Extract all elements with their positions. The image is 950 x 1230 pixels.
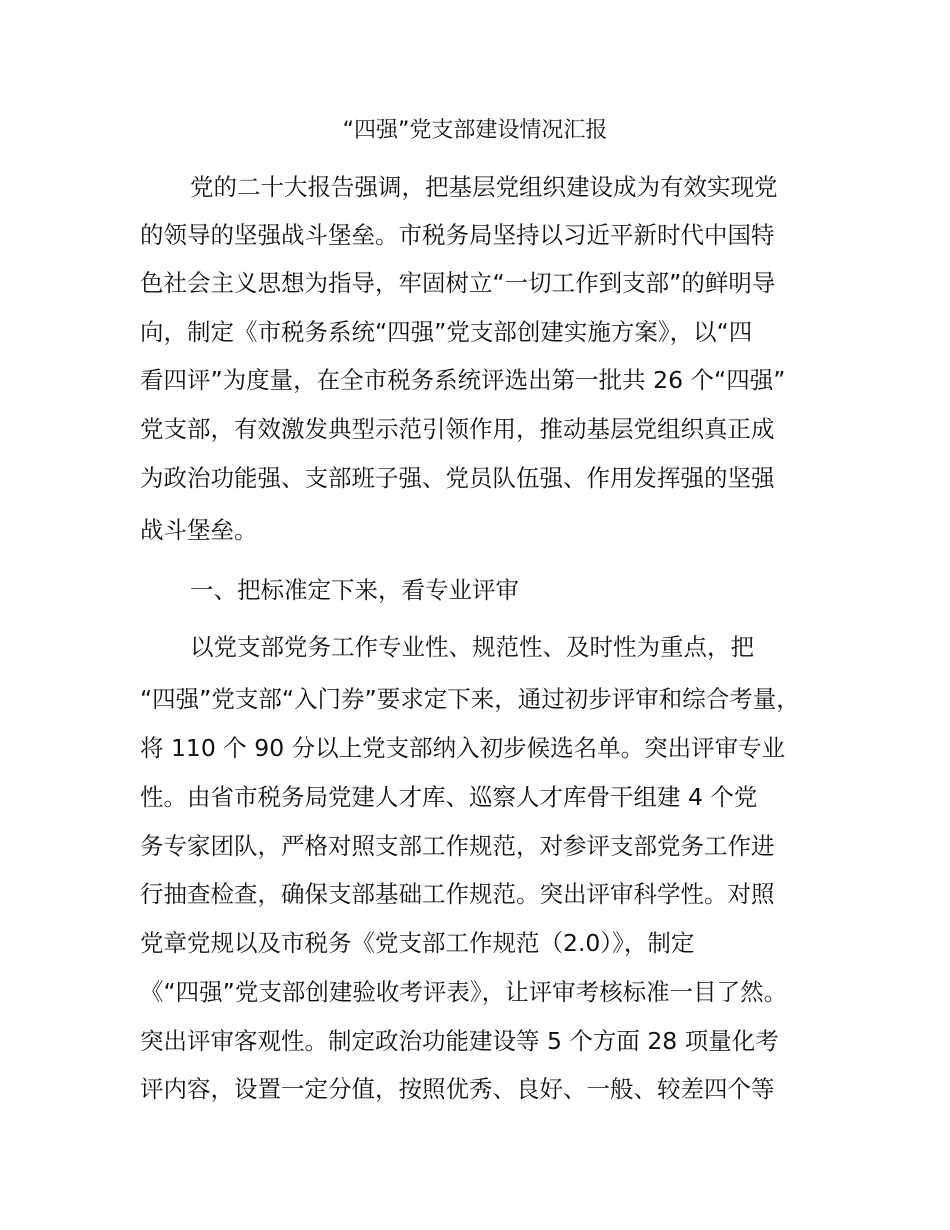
paragraph-1-line-1: 党的二十大报告强调，把基层党组织建设成为有效实现党 <box>190 173 778 201</box>
section-heading-1: 一、把标准定下来，看专业评审 <box>190 576 519 604</box>
paragraph-1-line-6: 党支部，有效激发典型示范引领作用，推动基层党组织真正成 <box>140 415 775 443</box>
paragraph-1-line-7: 为政治功能强、支部班子强、党员队伍强、作用发挥强的坚强 <box>140 464 775 492</box>
paragraph-2-line-6: 行抽查检查，确保支部基础工作规范。突出评审科学性。对照 <box>140 880 775 908</box>
paragraph-2-line-5: 务专家团队，严格对照支部工作规范，对参评支部党务工作进 <box>140 832 775 860</box>
paragraph-1-line-5: 看四评”为度量，在全市税务系统评选出第一批共 26 个“四强” <box>140 366 786 394</box>
paragraph-1-line-8: 战斗堡垒。 <box>140 516 258 544</box>
paragraph-2-line-4: 性。由省市税务局党建人才库、巡察人才库骨干组建 4 个党 <box>140 783 758 811</box>
paragraph-2-line-1: 以党支部党务工作专业性、规范性、及时性为重点，把 <box>190 633 754 661</box>
paragraph-1-line-3: 色社会主义思想为指导，牢固树立“一切工作到支部”的鲜明导 <box>140 269 776 297</box>
paragraph-1-line-2: 的领导的坚强战斗堡垒。市税务局坚持以习近平新时代中国特 <box>140 221 775 249</box>
paragraph-2-line-9: 突出评审客观性。制定政治功能建设等 5 个方面 28 项量化考 <box>140 1027 779 1055</box>
paragraph-1-line-4: 向，制定《市税务系统“四强”党支部创建实施方案》，以“四 <box>140 318 753 346</box>
paragraph-2-line-8: 《“四强”党支部创建验收考评表》，让评审考核标准一目了然。 <box>140 978 788 1006</box>
paragraph-2-line-7: 党章党规以及市税务《党支部工作规范（2.0）》，制定 <box>140 929 695 957</box>
paragraph-2-line-3: 将 110 个 90 分以上党支部纳入初步候选名单。突出评审专业 <box>140 734 786 762</box>
paragraph-2-line-2: “四强”党支部“入门券”要求定下来，通过初步评审和综合考量， <box>140 685 800 713</box>
document-title: “四强”党支部建设情况汇报 <box>342 118 608 143</box>
paragraph-2-line-10: 评内容，设置一定分值，按照优秀、良好、一般、较差四个等 <box>140 1075 775 1103</box>
